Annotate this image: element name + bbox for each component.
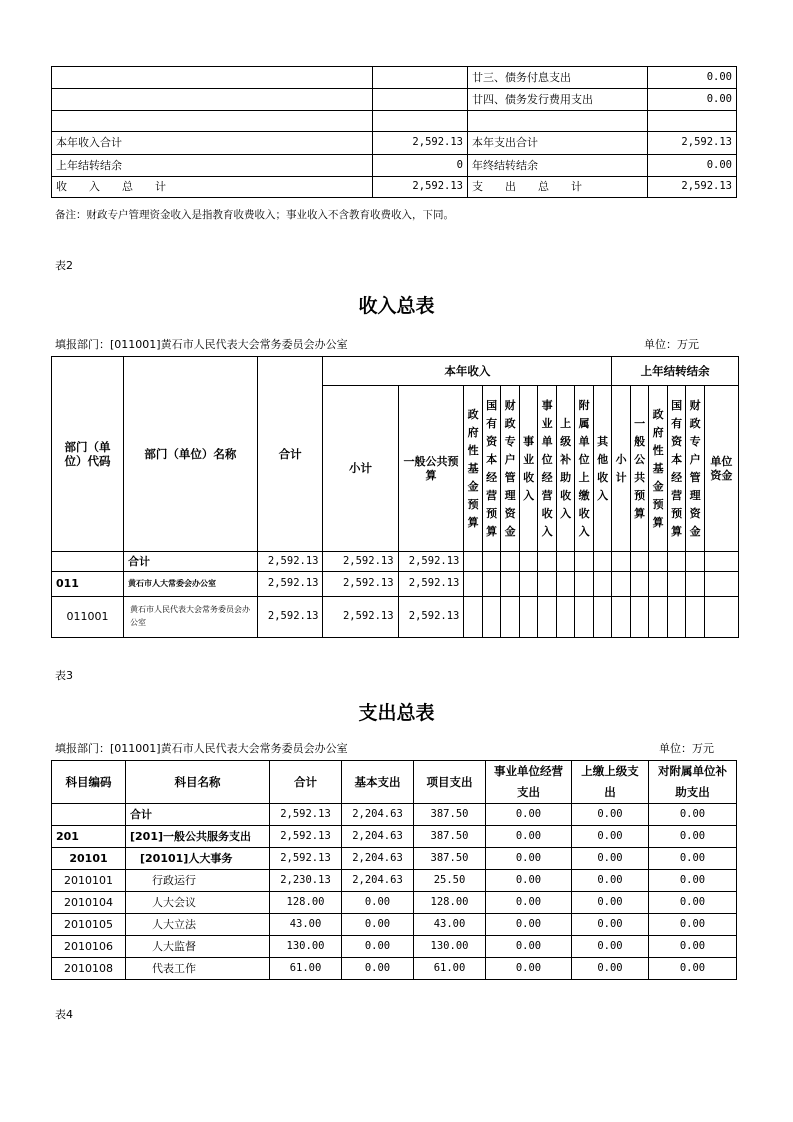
row-total: 2,592.13: [257, 572, 323, 597]
table-cell: 0.00: [486, 870, 572, 892]
table-cell: 2,592.13: [270, 804, 342, 826]
table-cell: [575, 552, 594, 572]
table-cell: [52, 89, 373, 111]
table-row: [52, 826, 737, 848]
table-cell: 2010105: [52, 914, 126, 936]
table-cell: 2010101: [52, 870, 126, 892]
table-cell: 上年结转结余: [52, 155, 373, 177]
table-cell: 0.00: [572, 936, 649, 958]
table-cell: 0.00: [649, 804, 737, 826]
table-row: [52, 892, 737, 914]
table-cell: 本年支出合计: [468, 132, 648, 155]
table-cell: 2,592.13: [648, 132, 737, 155]
table-label: 表3: [55, 669, 73, 682]
table-cell: [538, 552, 557, 572]
table-cell: [575, 572, 594, 597]
row-name: 合计: [123, 552, 257, 572]
col-header-superior-subsidy: 上级补助收入: [556, 386, 575, 552]
table-cell: [686, 572, 705, 597]
table-cell: [501, 597, 520, 638]
col-header: 对附属单位补助支出: [649, 761, 737, 804]
table-cell: [52, 804, 126, 826]
table-cell: [667, 552, 686, 572]
table-cell: [501, 552, 520, 572]
table-row: [52, 958, 737, 980]
col-header: 上缴上级支出: [572, 761, 649, 804]
table-cell: 0.00: [572, 914, 649, 936]
table-cell: 0.00: [572, 892, 649, 914]
col-header-last-state-capital: 国有资本经营预算: [667, 386, 686, 552]
table-cell: 年终结转结余: [468, 155, 648, 177]
income-table: [51, 356, 739, 638]
dept-label: 填报部门：[011001]黄石市人民代表大会常务委员会办公室: [55, 742, 348, 755]
table-cell: 387.50: [414, 826, 486, 848]
table-cell: 0.00: [486, 804, 572, 826]
table-cell: [464, 597, 483, 638]
table-cell: [519, 572, 538, 597]
table-cell: 43.00: [270, 914, 342, 936]
table-row: [52, 552, 739, 572]
table-cell: 2010108: [52, 958, 126, 980]
table-cell: 2,204.63: [342, 826, 414, 848]
col-header-last-year: 上年结转结余: [612, 357, 739, 386]
col-header-last-gov-fund: 政府性基金预算: [649, 386, 668, 552]
table-cell: 本年收入合计: [52, 132, 373, 155]
table-cell: 130.00: [270, 936, 342, 958]
table-cell: [556, 572, 575, 597]
table-cell: [649, 572, 668, 597]
table-cell: 0.00: [486, 892, 572, 914]
table-cell: 0.00: [486, 914, 572, 936]
table-header-row: [52, 761, 737, 804]
table-cell: 0.00: [572, 870, 649, 892]
row-general: 2,592.13: [398, 552, 464, 572]
col-header-this-year: 本年收入: [323, 357, 612, 386]
table-cell: 61.00: [270, 958, 342, 980]
table-cell: [612, 597, 631, 638]
table-cell: [52, 111, 373, 132]
col-header: 合计: [270, 761, 342, 804]
table-cell: 128.00: [414, 892, 486, 914]
col-header-unit-fund: 单位资金: [704, 386, 738, 552]
row-general: 2,592.13: [398, 572, 464, 597]
col-header-code: 部门（单位）代码: [52, 357, 124, 552]
table-cell: 0.00: [486, 958, 572, 980]
table-row: [52, 848, 737, 870]
table-cell: 20101: [52, 848, 126, 870]
summary-table: [51, 66, 737, 198]
table-cell: [468, 111, 648, 132]
table-cell: [630, 597, 649, 638]
table-cell: 0.00: [648, 89, 737, 111]
table-cell: [52, 67, 373, 89]
col-header-total: 合计: [257, 357, 323, 552]
table-cell: [649, 597, 668, 638]
table-label: 表4: [55, 1008, 73, 1021]
table-cell: [704, 597, 738, 638]
row-code: [52, 552, 124, 572]
col-header-business-income: 事业收入: [519, 386, 538, 552]
table-cell: 0: [373, 155, 468, 177]
table-row: [52, 132, 737, 155]
col-header: 项目支出: [414, 761, 486, 804]
table-row: [52, 111, 737, 132]
table-row: [52, 870, 737, 892]
table-cell: [556, 597, 575, 638]
unit-label: 单位：万元: [644, 338, 699, 351]
table-cell: [704, 552, 738, 572]
table-cell: 人大立法: [126, 914, 270, 936]
table-cell: [593, 552, 612, 572]
table-cell: 61.00: [414, 958, 486, 980]
table-cell: [593, 597, 612, 638]
table-cell: 25.50: [414, 870, 486, 892]
table-cell: 2,204.63: [342, 848, 414, 870]
table-cell: [482, 597, 501, 638]
row-code: 011001: [52, 597, 124, 638]
row-subtotal: 2,592.13: [323, 597, 398, 638]
table-cell: 人大会议: [126, 892, 270, 914]
table-cell: [556, 552, 575, 572]
table-cell: [20101]人大事务: [126, 848, 270, 870]
table-cell: 0.00: [648, 67, 737, 89]
col-header-state-capital: 国有资本经营预算: [482, 386, 501, 552]
table-cell: [373, 67, 468, 89]
table-cell: [464, 572, 483, 597]
col-header-general: 一般公共预算: [398, 386, 464, 552]
table-cell: [630, 552, 649, 572]
table-row: [52, 914, 737, 936]
table-row: [52, 572, 739, 597]
table-row: [52, 177, 737, 198]
table-cell: [686, 552, 705, 572]
table-cell: [667, 572, 686, 597]
table-cell: [482, 572, 501, 597]
table-cell: 收 入 总 计: [52, 177, 373, 198]
row-code: 011: [52, 572, 124, 597]
table-cell: 0.00: [649, 870, 737, 892]
table-row: [52, 67, 737, 89]
col-header-subtotal: 小计: [323, 386, 398, 552]
table-cell: 廿三、债务付息支出: [468, 67, 648, 89]
table-cell: 合计: [126, 804, 270, 826]
table-cell: 人大监督: [126, 936, 270, 958]
unit-label: 单位：万元: [659, 742, 714, 755]
table-cell: 2,230.13: [270, 870, 342, 892]
table-cell: 0.00: [342, 936, 414, 958]
col-header-name: 部门（单位）名称: [123, 357, 257, 552]
table-cell: 0.00: [649, 892, 737, 914]
table-cell: 2,592.13: [373, 132, 468, 155]
table-row: [52, 597, 739, 638]
row-total: 2,592.13: [257, 597, 323, 638]
col-header-other-income: 其他收入: [593, 386, 612, 552]
table-cell: [464, 552, 483, 572]
table-row: [52, 936, 737, 958]
table-cell: [501, 572, 520, 597]
table-cell: 0.00: [572, 804, 649, 826]
table-cell: 2,592.13: [270, 826, 342, 848]
table-cell: 0.00: [572, 848, 649, 870]
expenditure-table: [51, 760, 737, 980]
table-cell: [612, 552, 631, 572]
table-row: [52, 804, 737, 826]
table-cell: [704, 572, 738, 597]
table-cell: [201]一般公共服务支出: [126, 826, 270, 848]
table-cell: 0.00: [649, 826, 737, 848]
table-label: 表2: [55, 259, 73, 272]
row-name: 黄石市人大常委会办公室: [123, 572, 257, 597]
table-cell: 2,592.13: [373, 177, 468, 198]
table-cell: 201: [52, 826, 126, 848]
table-cell: [373, 111, 468, 132]
table-cell: [482, 552, 501, 572]
table-row: [52, 155, 737, 177]
table-cell: 支 出 总 计: [468, 177, 648, 198]
table-cell: [519, 597, 538, 638]
table-cell: [667, 597, 686, 638]
table-cell: [538, 572, 557, 597]
table-cell: 0.00: [486, 936, 572, 958]
row-subtotal: 2,592.13: [323, 552, 398, 572]
col-header-last-general: 一般公共预算: [630, 386, 649, 552]
table-cell: 0.00: [572, 958, 649, 980]
table-cell: 0.00: [649, 936, 737, 958]
table-cell: 0.00: [649, 848, 737, 870]
dept-label: 填报部门：[011001]黄石市人民代表大会常务委员会办公室: [55, 338, 348, 351]
page-title: 支出总表: [358, 702, 435, 724]
table-header-row: [52, 357, 739, 386]
col-header: 基本支出: [342, 761, 414, 804]
row-subtotal: 2,592.13: [323, 572, 398, 597]
page-title: 收入总表: [358, 295, 435, 317]
table-cell: 0.00: [486, 826, 572, 848]
table-cell: [612, 572, 631, 597]
table-cell: 387.50: [414, 804, 486, 826]
col-header-special-account: 财政专户管理资金: [501, 386, 520, 552]
table-cell: 0.00: [648, 155, 737, 177]
table-cell: [649, 552, 668, 572]
table-cell: [575, 597, 594, 638]
table-cell: 2010106: [52, 936, 126, 958]
col-header: 科目名称: [126, 761, 270, 804]
table-cell: 行政运行: [126, 870, 270, 892]
table-cell: 0.00: [572, 826, 649, 848]
table-cell: 廿四、债务发行费用支出: [468, 89, 648, 111]
col-header-affiliated-income: 附属单位上缴收入: [575, 386, 594, 552]
table-cell: [648, 111, 737, 132]
table-cell: 0.00: [342, 914, 414, 936]
row-total: 2,592.13: [257, 552, 323, 572]
table-row: [52, 89, 737, 111]
table-cell: 0.00: [649, 958, 737, 980]
table-cell: [519, 552, 538, 572]
table-cell: [373, 89, 468, 111]
table-cell: [630, 572, 649, 597]
table-note: 备注：财政专户管理资金收入是指教育收费收入；事业收入不含教育收费收入，下同。: [55, 209, 454, 221]
table-cell: 130.00: [414, 936, 486, 958]
table-cell: 代表工作: [126, 958, 270, 980]
table-cell: [538, 597, 557, 638]
col-header: 科目编码: [52, 761, 126, 804]
table-cell: 0.00: [486, 848, 572, 870]
row-name: 黄石市人民代表大会常务委员会办公室: [123, 597, 257, 638]
col-header-operating-income: 事业单位经营收入: [538, 386, 557, 552]
col-header-last-special-account: 财政专户管理资金: [686, 386, 705, 552]
table-cell: 43.00: [414, 914, 486, 936]
col-header-gov-fund: 政府性基金预算: [464, 386, 483, 552]
table-cell: [686, 597, 705, 638]
table-cell: 2,204.63: [342, 804, 414, 826]
table-cell: 128.00: [270, 892, 342, 914]
col-header-last-subtotal: 小计: [612, 386, 631, 552]
col-header: 事业单位经营支出: [486, 761, 572, 804]
table-cell: 387.50: [414, 848, 486, 870]
table-cell: 2010104: [52, 892, 126, 914]
row-general: 2,592.13: [398, 597, 464, 638]
table-cell: [593, 572, 612, 597]
table-cell: 2,592.13: [648, 177, 737, 198]
table-cell: 0.00: [649, 914, 737, 936]
table-cell: 2,204.63: [342, 870, 414, 892]
table-cell: 0.00: [342, 958, 414, 980]
table-cell: 2,592.13: [270, 848, 342, 870]
table-cell: 0.00: [342, 892, 414, 914]
